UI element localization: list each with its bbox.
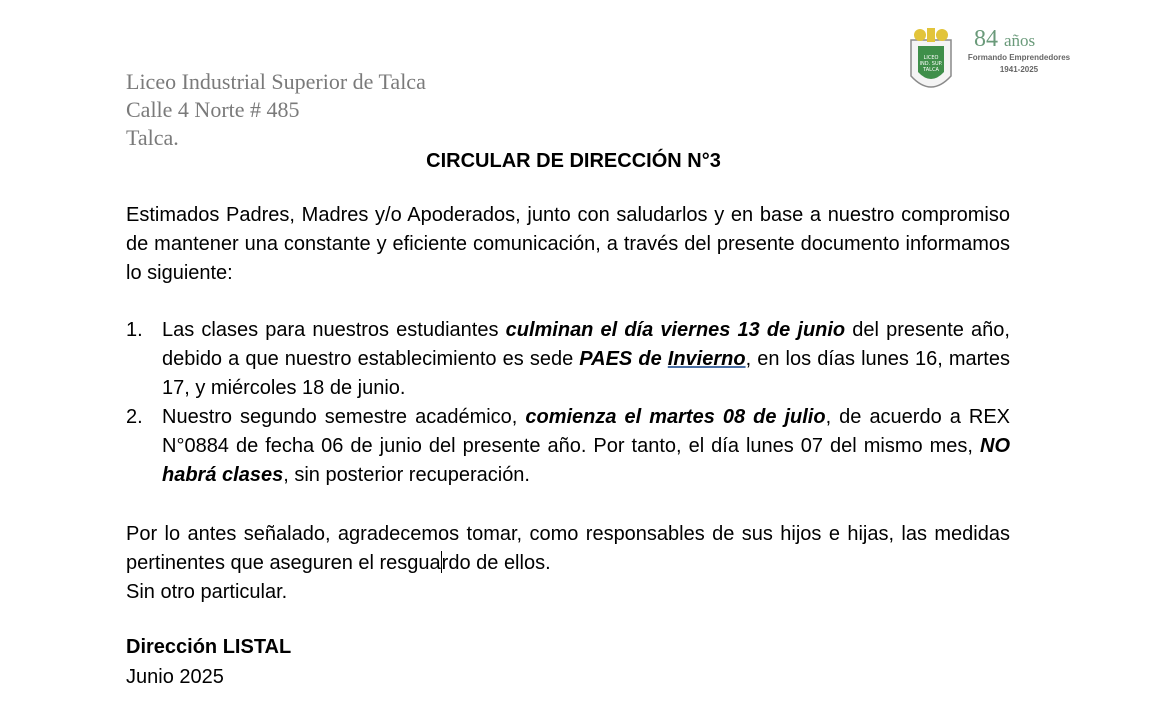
logo-years: 84 años <box>974 26 1036 52</box>
signature: Dirección LISTAL <box>126 636 292 658</box>
school-logo <box>906 26 1076 98</box>
svg-text:IND. SUP.: IND. SUP. <box>919 61 943 67</box>
school-city: Talca. <box>126 125 179 150</box>
school-street: Calle 4 Norte # 485 <box>126 97 300 122</box>
svg-text:LICEO: LICEO <box>923 55 939 61</box>
farewell-line: Sin otro particular. <box>126 581 288 603</box>
school-address-block <box>126 68 426 152</box>
announcement-list <box>126 316 1010 490</box>
signature-block <box>126 632 291 692</box>
school-crest-icon <box>906 26 956 96</box>
school-name: Liceo Industrial Superior de Talca <box>126 69 426 94</box>
closing-paragraph[interactable]: Por lo antes señalado, agradecemos tomar, como responsables de sus hijos e hijas, las medidas pertinentes que aseguren el resguardo de ellos. <box>126 523 1010 574</box>
circular-title: CIRCULAR DE DIRECCIÓN N°3 <box>426 150 721 172</box>
svg-text:TALCA: TALCA <box>923 67 939 73</box>
list-item: 2. Nuestro segundo semestre académico, comienza el martes 08 de julio, de acuerdo a REX N°0884 de fecha 06 de junio del presente año. Por tanto, el día lunes 07 del mismo mes, NO habrá clases, sin posterior recuperación. <box>126 406 1011 486</box>
list-item: 1. Las clases para nuestros estudiantes culminan el día viernes 13 de junio del presente año, debido a que nuestro establecimiento es sede PAES de Invierno, en los días lunes 16, martes 17, y miércoles 18 de junio. <box>126 319 1010 399</box>
logo-tagline: Formando Emprendedores 1941-2025 <box>967 53 1071 74</box>
intro-paragraph: Estimados Padres, Madres y/o Apoderados, junto con saludarlos y en base a nuestro compromiso de mantener una constante y eficiente comunicación, a través del presente documento informamos lo siguiente: <box>126 204 1010 284</box>
date: Junio 2025 <box>126 666 224 688</box>
